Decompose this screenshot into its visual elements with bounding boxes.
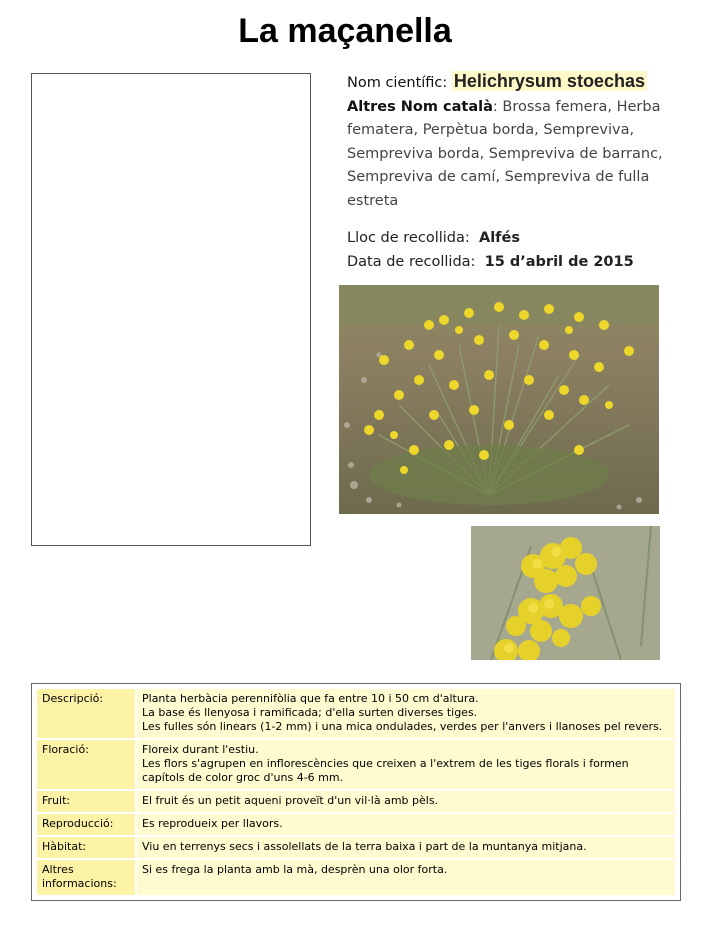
- facts-row-text: [137, 740, 675, 789]
- collection-place-label: Lloc de recollida:: [347, 230, 470, 246]
- facts-row-label: Floració:: [37, 740, 135, 789]
- facts-row-label: Altres informacions:: [37, 860, 135, 895]
- facts-row-line: Es reprodueix per llavors.: [142, 817, 283, 830]
- facts-row-line: Si es frega la planta amb la mà, desprèn una olor forta.: [142, 863, 448, 876]
- alternative-names: [347, 96, 687, 214]
- facts-row-label: Fruit:: [37, 791, 135, 812]
- facts-row-text: [137, 860, 675, 895]
- facts-row: [37, 860, 675, 895]
- facts-row-text: [137, 837, 675, 858]
- plant-facts-table: [31, 683, 681, 901]
- facts-row-line: Viu en terrenys secs i assolellats de la terra baixa i part de la muntanya mitjana.: [142, 840, 587, 853]
- scientific-name-line: [347, 70, 687, 96]
- scientific-name: Helichrysum stoechas: [453, 71, 645, 91]
- alternative-names-list: : Brossa femera, Herba fematera, Perpètua borda, Sempreviva, Sempreviva borda, Sempreviva de barranc, Sempreviva de camí, Sempreviva de fulla estreta: [347, 98, 663, 209]
- collection-place: [347, 227, 687, 251]
- facts-row-line: Planta herbàcia perennifòlia que fa entre 10 i 50 cm d'altura.: [142, 692, 479, 705]
- facts-row: [37, 791, 675, 812]
- collection-date: [347, 251, 687, 275]
- facts-row-line: Floreix durant l'estiu.: [142, 743, 259, 756]
- facts-row: [37, 814, 675, 835]
- collection-date-label: Data de recollida:: [347, 253, 476, 270]
- facts-row-label: Descripció:: [37, 689, 135, 738]
- facts-row: [37, 740, 675, 789]
- plant-info: [347, 70, 687, 274]
- flower-closeup-photo: [471, 526, 660, 660]
- facts-row-text: [137, 791, 675, 812]
- scientific-name-label: Nom científic:: [347, 75, 448, 91]
- facts-row-line: Les flors s'agrupen en inflorescències que creixen a l'extrem de les tiges florals i formen capítols de color groc d'uns 4-6 mm.: [142, 757, 629, 784]
- facts-row-line: El fruit és un petit aqueni proveït d'un vil·là amb pèls.: [142, 794, 439, 807]
- page-title: La maçanella: [238, 12, 452, 50]
- collection-place-value: Alfés: [478, 230, 520, 246]
- facts-row-label: Hàbitat:: [37, 837, 135, 858]
- facts-row-text: [137, 814, 675, 835]
- alternative-names-label: Altres Nom català: [347, 98, 493, 115]
- plant-photo: [339, 285, 659, 514]
- facts-row-line: La base és llenyosa i ramificada; d'ella surten diverses tiges.: [142, 706, 478, 719]
- facts-row-line: Les fulles són linears (1-2 mm) i una mica ondulades, verdes per l'anvers i llanoses pel revers.: [142, 720, 663, 733]
- facts-row-label: Reproducció:: [37, 814, 135, 835]
- facts-row: [37, 837, 675, 858]
- collection-date-value: 15 d’abril de 2015: [484, 253, 634, 270]
- empty-image-frame: [31, 73, 311, 546]
- facts-row: [37, 689, 675, 738]
- facts-row-text: [137, 689, 675, 738]
